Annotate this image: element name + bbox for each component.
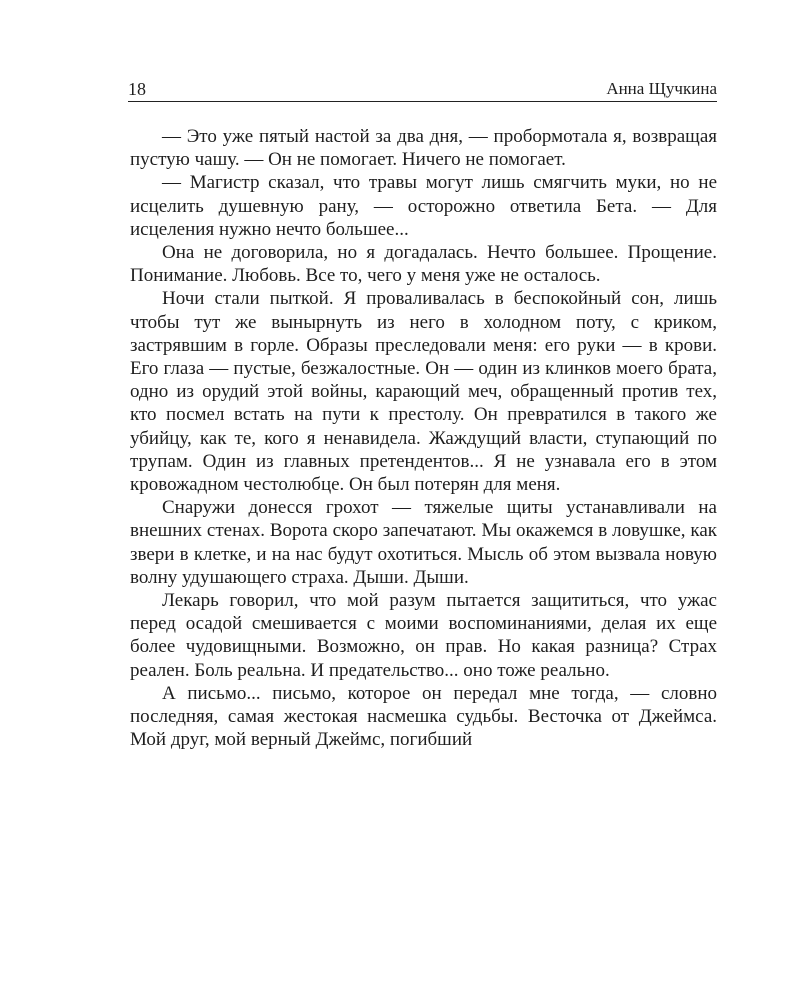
paragraph: Снаружи донесся грохот — тяжелые щиты устанавливали на внешних стенах. Ворота скоро запечатают. Мы окажемся в ловушке, как звери в клетке, и на нас будут охотиться. Мысль об этом вызвала новую волну удушающего страха. Дыши. Дыши. [130, 497, 717, 588]
paragraph: — Магистр сказал, что травы могут лишь смягчить муки, но не исцелить душевную рану, — осторожно ответила Бета. — Для исцеления нужно нечто большее... [130, 172, 717, 240]
running-head-author: Анна Щучкина [606, 79, 717, 98]
paragraph: А письмо... письмо, которое он передал мне тогда, — словно последняя, самая жестокая насмешка судьбы. Весточка от Джеймса. Мой друг, мой верный Джеймс, погибший [130, 682, 717, 751]
book-text-body [130, 125, 717, 751]
header-divider [128, 101, 717, 102]
page-number: 18 [128, 79, 146, 99]
paragraph: Она не договорила, но я догадалась. Нечто большее. Прощение. Понимание. Любовь. Все то, чего у меня уже не осталось. [130, 242, 717, 287]
paragraph: Лекарь говорил, что мой разум пытается защититься, что ужас перед осадой смешивается с моими воспоминаниями, делая их еще более чудовищными. Возможно, он прав. Но какая разница? Страх реален. Боль реальна. И предательство... оно тоже реально. [130, 590, 717, 681]
paragraph: — Это уже пятый настой за два дня, — пробормотала я, возвращая пустую чашу. — Он не помогает. Ничего не помогает. [130, 126, 717, 171]
paragraph: Ночи стали пыткой. Я проваливалась в беспокойный сон, лишь чтобы тут же вынырнуть из него в холодном поту, с криком, застрявшим в горле. Образы преследовали меня: его руки — в крови. Его глаза — пустые, безжалостные. Он — один из клинков моего брата, одно из орудий этой войны, карающий меч, обращенный против тех, кто посмел встать на пути к престолу. Он превратился в такого же убийцу, как те, кого я ненавидела. Жаждущий власти, ступающий по трупам. Один из главных претендентов... Я не узнавала его в этом кровожадном честолюбце. Он был потерян для меня. [130, 288, 717, 496]
